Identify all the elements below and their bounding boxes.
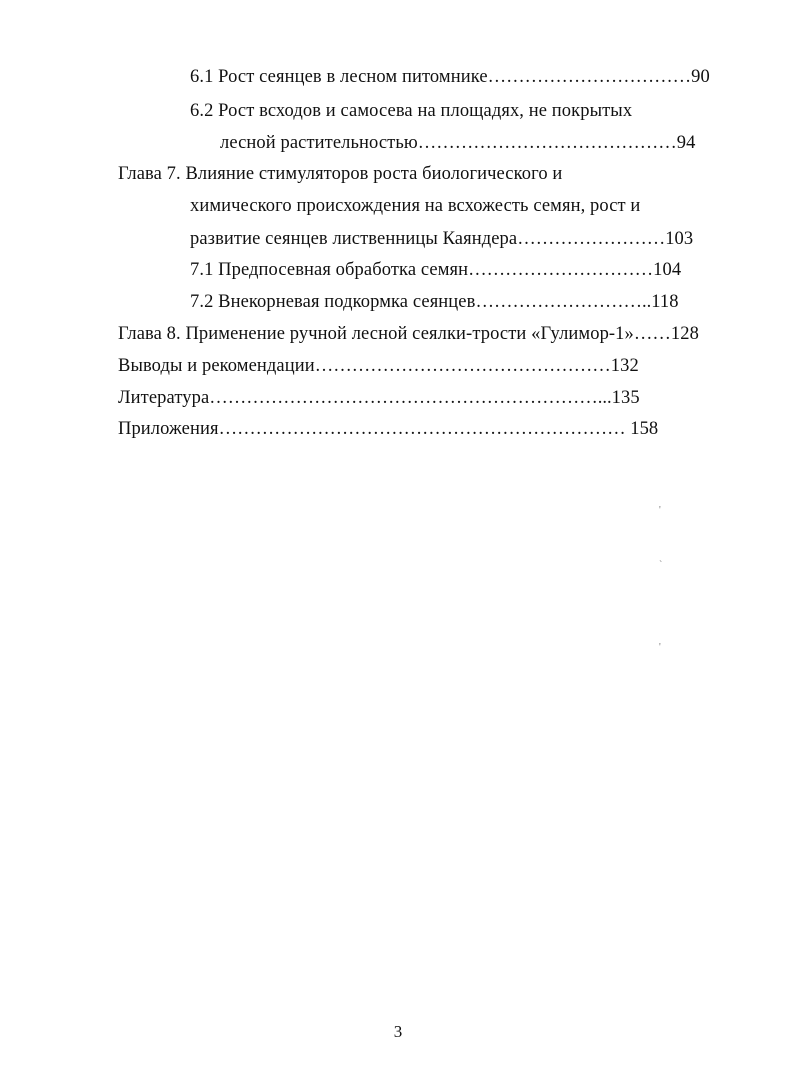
toc-entry-title: 7.2 Внекорневая подкормка сеянцев xyxy=(190,292,476,312)
toc-entry xyxy=(118,355,639,377)
toc-entry-title: лесной растительностью xyxy=(220,133,418,153)
page-number: 3 xyxy=(393,1022,403,1041)
toc-entry xyxy=(118,418,658,440)
toc-entry-title: развитие сеянцев лиственницы Каяндера xyxy=(190,229,518,249)
toc-entry-leader: ……………………….. xyxy=(475,292,652,312)
toc-entry xyxy=(190,195,640,217)
toc-entry xyxy=(118,387,640,409)
toc-entry-leader: …… xyxy=(633,324,671,344)
toc-entry-leader: ………………………… xyxy=(468,260,654,280)
toc-entry-title: 6.2 Рост всходов и самосева на площадях, не покрытых xyxy=(190,101,633,121)
scan-speck: ' xyxy=(659,505,661,516)
toc-entry xyxy=(118,323,699,345)
toc-entry xyxy=(118,163,562,185)
toc-entry xyxy=(190,100,632,122)
toc-entry-leader: …………………………………… xyxy=(417,133,677,153)
toc-entry xyxy=(220,132,695,154)
toc-entry-page: 103 xyxy=(665,229,694,249)
toc-entry-leader: …………………………… xyxy=(487,67,692,87)
toc-entry-leader: …………………… xyxy=(517,229,666,249)
toc-entry-title: химического происхождения на всхожесть семян, рост и xyxy=(190,196,641,216)
toc-entry-leader: ………………………………………………………… xyxy=(218,419,631,439)
scan-speck: ' xyxy=(659,642,661,653)
toc-entry-page: 135 xyxy=(611,388,640,408)
toc-entry-title: 6.1 Рост сеянцев в лесном питомнике xyxy=(190,67,488,87)
toc-entry-leader: ………………………………………………………... xyxy=(209,388,612,408)
toc-entry-title: Приложения xyxy=(118,419,219,439)
toc-entry-title: 7.1 Предпосевная обработка семян xyxy=(190,260,469,280)
toc-entry xyxy=(190,228,693,250)
toc-entry-title: Литература xyxy=(118,388,210,408)
toc-entry-page: 104 xyxy=(653,260,682,280)
scan-speck: ` xyxy=(659,560,663,571)
toc-entry xyxy=(190,259,681,281)
toc-entry-leader: ………………………………………… xyxy=(314,356,611,376)
toc-entry xyxy=(190,66,710,88)
toc-entry-title: Выводы и рекомендации xyxy=(118,356,315,376)
toc-entry-page: 158 xyxy=(630,419,659,439)
toc-entry-page: 90 xyxy=(691,67,710,87)
toc-entry-page: 118 xyxy=(651,292,679,312)
toc-entry-page: 94 xyxy=(676,133,696,153)
toc-entry-page: 132 xyxy=(610,356,639,376)
toc-entry-page: 128 xyxy=(670,324,699,344)
toc-entry-title: Глава 7. Влияние стимуляторов роста биологического и xyxy=(118,164,563,184)
toc-entry-title: Глава 8. Применение ручной лесной сеялки-трости «Гулимор-1» xyxy=(118,324,634,344)
toc-entry xyxy=(190,291,679,313)
